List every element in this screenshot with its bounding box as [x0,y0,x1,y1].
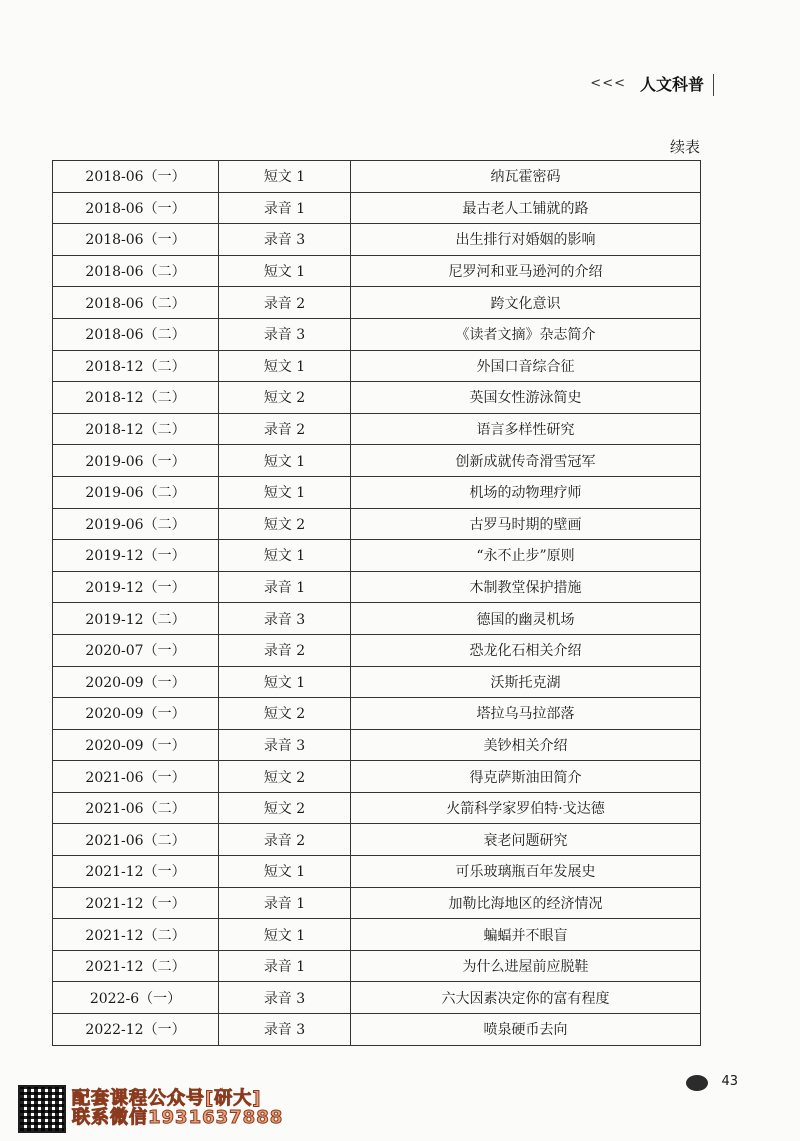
topic-cell: 最古老人工铺就的路 [351,192,701,224]
type-cell: 短文 1 [219,540,351,572]
qr-code-icon [18,1085,66,1133]
type-cell: 短文 1 [219,666,351,698]
table-row [53,318,701,350]
type-cell: 短文 1 [219,255,351,287]
type-cell: 录音 2 [219,824,351,856]
topic-cell: 沃斯托克湖 [351,666,701,698]
topic-cell: 衰老问题研究 [351,824,701,856]
type-cell: 录音 3 [219,318,351,350]
type-cell: 录音 3 [219,224,351,256]
table-row [53,382,701,414]
exam-cell: 2021-12（二） [53,919,219,951]
table-row [53,982,701,1014]
header-rule [713,74,714,96]
table-row [53,287,701,319]
topic-table-wrapper [52,160,700,1046]
type-cell: 录音 3 [219,729,351,761]
exam-cell: 2018-06（一） [53,224,219,256]
table-row [53,919,701,951]
table-row [53,540,701,572]
exam-cell: 2020-09（一） [53,698,219,730]
type-cell: 录音 3 [219,982,351,1014]
type-cell: 录音 2 [219,287,351,319]
watermark [18,1085,283,1133]
exam-cell: 2018-12（二） [53,350,219,382]
type-cell: 录音 3 [219,1014,351,1046]
topic-cell: 纳瓦霍密码 [351,161,701,193]
table-body [53,161,701,1046]
exam-cell: 2018-12（二） [53,413,219,445]
type-cell: 短文 2 [219,792,351,824]
topic-cell: 喷泉硬币去向 [351,1014,701,1046]
table-row [53,1014,701,1046]
watermark-text [72,1090,283,1128]
table-row [53,476,701,508]
table-row [53,698,701,730]
topic-cell: 德国的幽灵机场 [351,603,701,635]
exam-cell: 2019-06（一） [53,445,219,477]
table-row [53,824,701,856]
exam-cell: 2021-12（一） [53,887,219,919]
topic-cell: 恐龙化石相关介绍 [351,634,701,666]
topic-cell: 语言多样性研究 [351,413,701,445]
topic-cell: 蝙蝠并不眼盲 [351,919,701,951]
exam-cell: 2018-06（一） [53,161,219,193]
exam-cell: 2018-12（二） [53,382,219,414]
exam-cell: 2019-12（二） [53,603,219,635]
type-cell: 短文 2 [219,761,351,793]
exam-cell: 2018-06（二） [53,287,219,319]
exam-cell: 2022-12（一） [53,1014,219,1046]
table-row [53,192,701,224]
table-row [53,571,701,603]
topic-cell: 加勒比海地区的经济情况 [351,887,701,919]
table-row [53,634,701,666]
table-row [53,161,701,193]
exam-cell: 2020-09（一） [53,729,219,761]
continued-label: 续表 [669,138,700,156]
exam-cell: 2018-06（二） [53,318,219,350]
table-row [53,856,701,888]
topic-cell: 跨文化意识 [351,287,701,319]
type-cell: 短文 1 [219,350,351,382]
type-cell: 录音 2 [219,634,351,666]
type-cell: 短文 2 [219,698,351,730]
table-row [53,729,701,761]
topic-table [52,160,701,1046]
topic-cell: 出生排行对婚姻的影响 [351,224,701,256]
type-cell: 短文 2 [219,508,351,540]
type-cell: 录音 1 [219,571,351,603]
table-row [53,950,701,982]
exam-cell: 2019-06（二） [53,476,219,508]
topic-cell: “永不止步”原则 [351,540,701,572]
table-row [53,887,701,919]
exam-cell: 2021-12（二） [53,950,219,982]
topic-cell: 为什么进屋前应脱鞋 [351,950,701,982]
topic-cell: 《读者文摘》杂志简介 [351,318,701,350]
topic-cell: 尼罗河和亚马逊河的介绍 [351,255,701,287]
exam-cell: 2020-09（一） [53,666,219,698]
type-cell: 短文 1 [219,161,351,193]
running-header [590,72,704,95]
table-row [53,666,701,698]
type-cell: 短文 1 [219,856,351,888]
topic-cell: 六大因素决定你的富有程度 [351,982,701,1014]
topic-cell: 木制教堂保护措施 [351,571,701,603]
type-cell: 录音 3 [219,603,351,635]
exam-cell: 2021-06（一） [53,761,219,793]
type-cell: 短文 2 [219,382,351,414]
table-row [53,445,701,477]
topic-cell: 美钞相关介绍 [351,729,701,761]
table-row [53,413,701,445]
topic-cell: 英国女性游泳简史 [351,382,701,414]
type-cell: 录音 1 [219,192,351,224]
watermark-line-2: 联系微信1931637888 [72,1107,284,1128]
type-cell: 短文 1 [219,445,351,477]
table-row [53,761,701,793]
exam-cell: 2022-6（一） [53,982,219,1014]
type-cell: 短文 1 [219,919,351,951]
exam-cell: 2019-06（二） [53,508,219,540]
type-cell: 录音 1 [219,887,351,919]
exam-cell: 2019-12（一） [53,571,219,603]
exam-cell: 2021-12（一） [53,856,219,888]
exam-cell: 2019-12（一） [53,540,219,572]
section-title: 人文科普 [639,75,704,94]
exam-cell: 2021-06（二） [53,824,219,856]
page-number: 43 [721,1074,738,1089]
watermark-line-1: 配套课程公众号[研大] [72,1088,262,1110]
topic-cell: 火箭科学家罗伯特·戈达德 [351,792,701,824]
topic-cell: 可乐玻璃瓶百年发展史 [351,856,701,888]
type-cell: 录音 2 [219,413,351,445]
table-row [53,508,701,540]
table-row [53,255,701,287]
topic-cell: 塔拉乌马拉部落 [351,698,701,730]
topic-cell: 外国口音综合征 [351,350,701,382]
type-cell: 录音 1 [219,950,351,982]
table-row [53,792,701,824]
topic-cell: 创新成就传奇滑雪冠军 [351,445,701,477]
topic-cell: 得克萨斯油田简介 [351,761,701,793]
chevron-icon: <<< [590,76,626,91]
table-row [53,224,701,256]
table-row [53,350,701,382]
exam-cell: 2021-06（二） [53,792,219,824]
exam-cell: 2018-06（一） [53,192,219,224]
page-marker-icon [686,1075,708,1091]
type-cell: 短文 1 [219,476,351,508]
exam-cell: 2018-06（二） [53,255,219,287]
topic-cell: 机场的动物理疗师 [351,476,701,508]
table-row [53,603,701,635]
topic-cell: 古罗马时期的壁画 [351,508,701,540]
exam-cell: 2020-07（一） [53,634,219,666]
